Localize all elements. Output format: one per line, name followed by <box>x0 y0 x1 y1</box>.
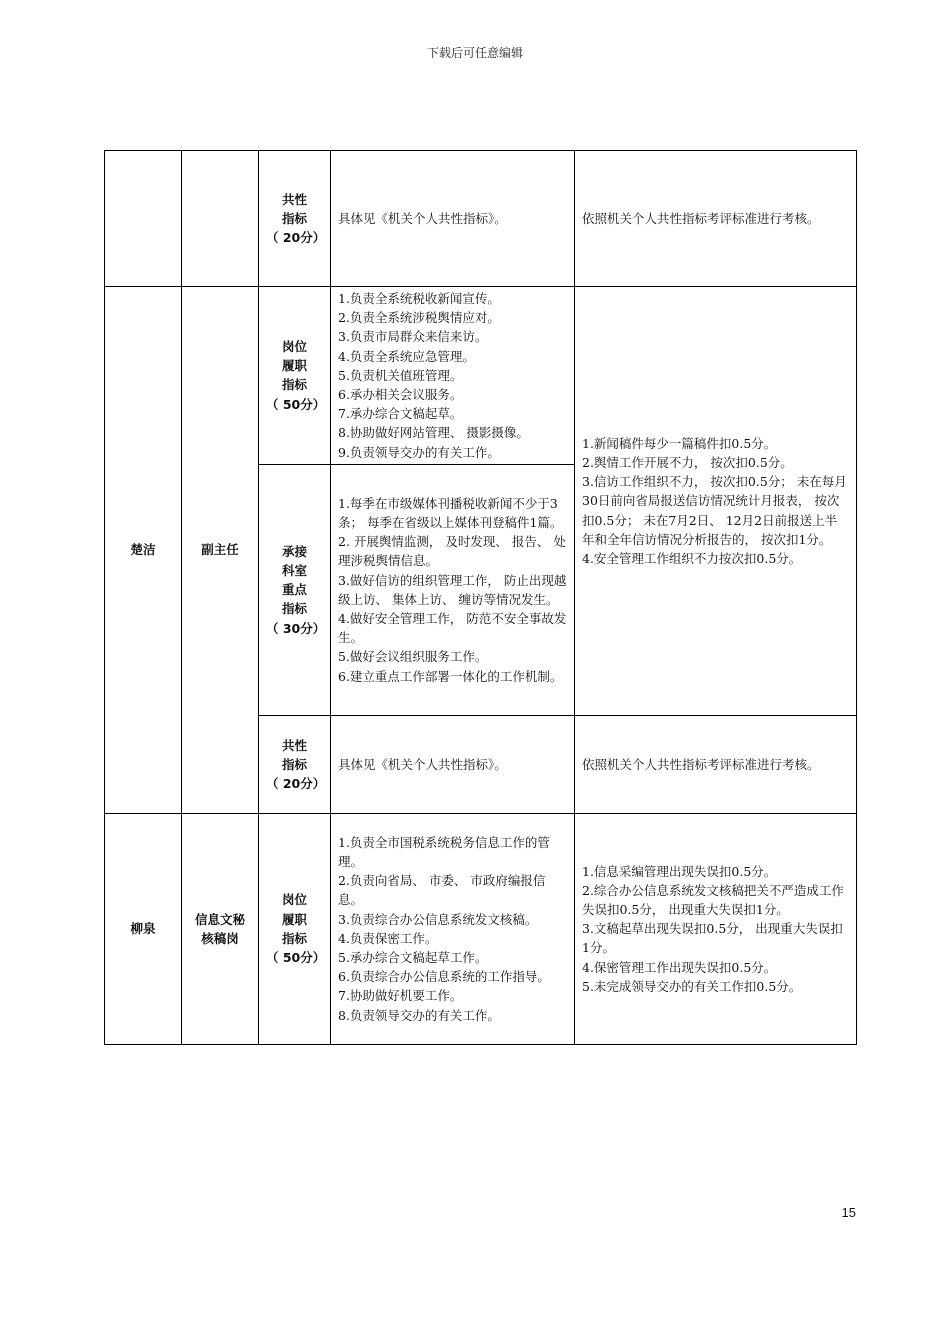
table-row <box>105 287 857 465</box>
list-item: 3.负责综合办公信息系统发文核稿。 <box>338 911 538 927</box>
category-cell <box>259 715 331 813</box>
list-item: 2.综合办公信息系统发文核稿把关不严造成工作失误扣0.5分， 出现重大失误扣1分。 <box>582 882 844 918</box>
category-cell <box>259 151 331 287</box>
category-line: （ 30分） <box>266 620 326 636</box>
category-cell <box>259 813 331 1044</box>
page-header: 下载后可任意编辑 <box>426 46 523 60</box>
standard-cell <box>575 287 857 716</box>
standard-cell <box>575 813 857 1044</box>
list-item: 1.负责全系统税收新闻宣传。 <box>338 291 500 306</box>
person-name: 柳泉 <box>105 813 182 1044</box>
category-line: 指标 <box>281 756 307 772</box>
list-item: 5.负责机关值班管理。 <box>338 367 463 383</box>
category-line: （ 20分） <box>266 230 326 246</box>
list-item: 8.负责领导交办的有关工作。 <box>338 1007 500 1023</box>
category-line: 岗位 <box>281 339 307 354</box>
category-cell <box>259 464 331 715</box>
post-line: 信息文秘 <box>194 911 245 927</box>
list-item: 5.未完成领导交办的有关工作扣0.5分。 <box>582 978 802 994</box>
content-cell: 具体见《机关个人共性指标》。 <box>331 151 575 287</box>
category-line: 共性 <box>281 191 307 207</box>
category-line: 指标 <box>281 930 307 946</box>
category-line: 岗位 <box>281 892 307 908</box>
list-item: 2.舆情工作开展不力， 按次扣0.5分。 <box>582 454 793 470</box>
list-item: 5.承办综合文稿起草工作。 <box>338 950 488 966</box>
assessment-table <box>104 150 857 1045</box>
post-cell-empty <box>182 151 259 287</box>
list-item: 3.文稿起草出现失误扣0.5分， 出现重大失误扣1分。 <box>582 921 843 956</box>
list-item: 6.负责综合办公信息系统的工作指导。 <box>338 969 550 985</box>
content-cell: 具体见《机关个人共性指标》。 <box>331 715 575 813</box>
standard-cell: 依照机关个人共性指标考评标准进行考核。 <box>575 151 857 287</box>
list-item: 4.负责全系统应急管理。 <box>338 348 475 364</box>
category-line: 共性 <box>281 737 307 753</box>
list-item: 4.保密管理工作出现失误扣0.5分。 <box>582 959 777 975</box>
content-cell <box>331 464 575 715</box>
list-item: 1.负责全市国税系统税务信息工作的管理。 <box>338 834 550 870</box>
category-line: 履职 <box>281 358 307 374</box>
list-item: 3.负责市局群众来信来访。 <box>338 329 488 345</box>
person-name: 楚洁 <box>105 287 182 814</box>
list-item: 2.负责全系统涉税舆情应对。 <box>338 310 500 326</box>
list-item: 4.安全管理工作组织不力按次扣0.5分。 <box>582 550 802 566</box>
list-item: 1.信息采编管理出现失误扣0.5分。 <box>582 863 777 879</box>
category-line: 重点 <box>281 582 307 598</box>
list-item: 4.负责保密工作。 <box>338 930 438 946</box>
list-item: 3.做好信访的组织管理工作， 防止出现越级上访、 集体上访、 缠访等情况发生。 <box>338 572 567 607</box>
category-line: 指标 <box>281 601 307 617</box>
category-line: （ 50分） <box>266 396 326 412</box>
category-line: 指标 <box>281 377 307 393</box>
standard-cell: 依照机关个人共性指标考评标准进行考核。 <box>575 715 857 813</box>
table-row <box>105 151 857 287</box>
category-line: 承接 <box>281 543 307 559</box>
name-cell-empty <box>105 151 182 287</box>
category-line: （ 20分） <box>266 775 326 791</box>
list-item: 9.负责领导交办的有关工作。 <box>338 444 500 460</box>
person-post: 副主任 <box>182 287 259 814</box>
content-cell <box>331 287 575 465</box>
post-line: 核稿岗 <box>201 930 239 946</box>
table-row <box>105 813 857 1044</box>
list-item: 7.协助做好机要工作。 <box>338 988 463 1004</box>
list-item: 6.承办相关会议服务。 <box>338 387 463 403</box>
list-item: 2. 开展舆情监测， 及时发现、 报告、 处理涉税舆情信息。 <box>338 534 566 569</box>
list-item: 1.新闻稿件每少一篇稿件扣0.5分。 <box>582 435 777 451</box>
list-item: 4.做好安全管理工作， 防范不安全事故发生。 <box>338 611 567 646</box>
category-line: 指标 <box>281 210 307 226</box>
list-item: 1.每季在市级媒体刊播税收新闻不少于3条； 每季在省级以上媒体刊登稿件1篇。 <box>338 495 563 531</box>
category-line: 科室 <box>281 563 307 579</box>
page-number: 15 <box>841 1205 856 1220</box>
category-line: 履职 <box>281 911 307 927</box>
person-post <box>182 813 259 1044</box>
list-item: 5.做好会议组织服务工作。 <box>338 649 488 665</box>
list-item: 8.协助做好网站管理、 摄影摄像。 <box>338 425 529 441</box>
list-item: 7.承办综合文稿起草。 <box>338 406 463 422</box>
category-cell <box>259 287 331 465</box>
list-item: 2.负责向省局、 市委、 市政府编报信息。 <box>338 873 546 908</box>
list-item: 3.信访工作组织不力， 按次扣0.5分； 未在每月30日前向省局报送信访情况统计月报表， 按次扣0.5分； 未在7月2日、 12月2日前报送上半年和全年信访情况分析报告的， 按次扣1分。 <box>582 474 847 547</box>
list-item: 6.建立重点工作部署一体化的工作机制。 <box>338 668 563 684</box>
category-line: （ 50分） <box>266 950 326 966</box>
content-cell <box>331 813 575 1044</box>
